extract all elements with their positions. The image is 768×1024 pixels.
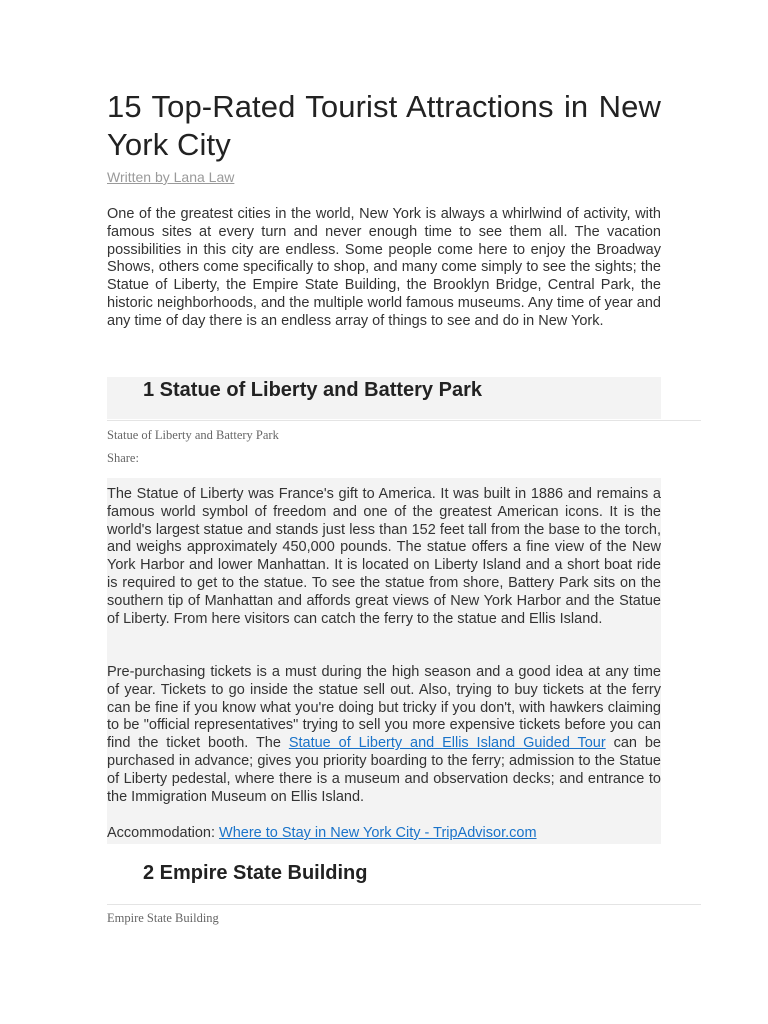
page-title: 15 Top-Rated Tourist Attractions in New York City: [107, 89, 661, 162]
section-divider-2: [107, 904, 701, 905]
guided-tour-link[interactable]: Statue of Liberty and Ellis Island Guided Tour: [288, 735, 606, 752]
section-heading-2: [107, 862, 661, 904]
image-caption-1: Statue of Liberty and Battery Park: [107, 428, 279, 442]
section-heading-1-text: 1 Statue of Liberty and Battery Park: [143, 379, 482, 401]
accommodation-label: Accommodation:: [107, 825, 220, 841]
author-byline-link[interactable]: Written by Lana Law: [107, 169, 235, 185]
section-divider-1: [107, 420, 701, 421]
intro-paragraph: One of the greatest cities in the world, New York is always a whirlwind of activity, with famous sites at every turn and never enough time to see them all. The vacation possibilities in this city are endless. Some people come here to enjoy the Broadway Shows, others come specifically to shop, and many come simply to see the sights; the Statue of Liberty, the Empire State Building, the Brooklyn Bridge, Central Park, the historic neighborhoods, and the multiple world famous museums. Any time of year and any time of day there is an endless array of things to see and do in New York.: [107, 206, 661, 329]
paragraph-2-text-after: can be purchased in advance; gives you priority boarding to the ferry; admission to the Statue of Liberty pedestal, where there is a museum and observation decks; and entrance to the Immigration Museum on Ellis Island.: [107, 735, 661, 805]
paragraph-2-text-before: Pre-purchasing tickets is a must during the high season and a good idea at any time of year. Tickets to go inside the statue sell out. Also, trying to buy tickets at the ferry can be fine if you know what you're doing but tricky if you don't, with hawkers claiming to be "official representatives" trying to sell you more expensive tickets before you can find the ticket booth. The: [107, 664, 661, 752]
image-caption-2: Empire State Building: [107, 911, 219, 925]
accommodation-line: [107, 825, 661, 843]
section-1-paragraph-1: The Statue of Liberty was France's gift to America. It was built in 1886 and remains a famous world symbol of freedom and one of the greatest American icons. It is the world's largest statue and stands just less than 152 feet tall from the base to the torch, and weighs approximately 450,000 pounds. The statue offers a fine view of the New York Harbor and lower Manhattan. It is located on Liberty Island and a short boat ride is required to get to the statue. To see the statue from shore, Battery Park sits on the southern tip of Manhattan and affords great views of New York Harbor and the Statue of Liberty. From here visitors can catch the ferry to the statue and Ellis Island.: [107, 486, 661, 627]
section-heading-1: [107, 377, 661, 419]
section-heading-2-text: 2 Empire State Building: [143, 862, 368, 884]
section-1-paragraph-2: [107, 664, 661, 806]
accommodation-link[interactable]: Where to Stay in New York City - TripAdvisor.com: [219, 825, 537, 841]
share-label: Share:: [107, 451, 139, 465]
